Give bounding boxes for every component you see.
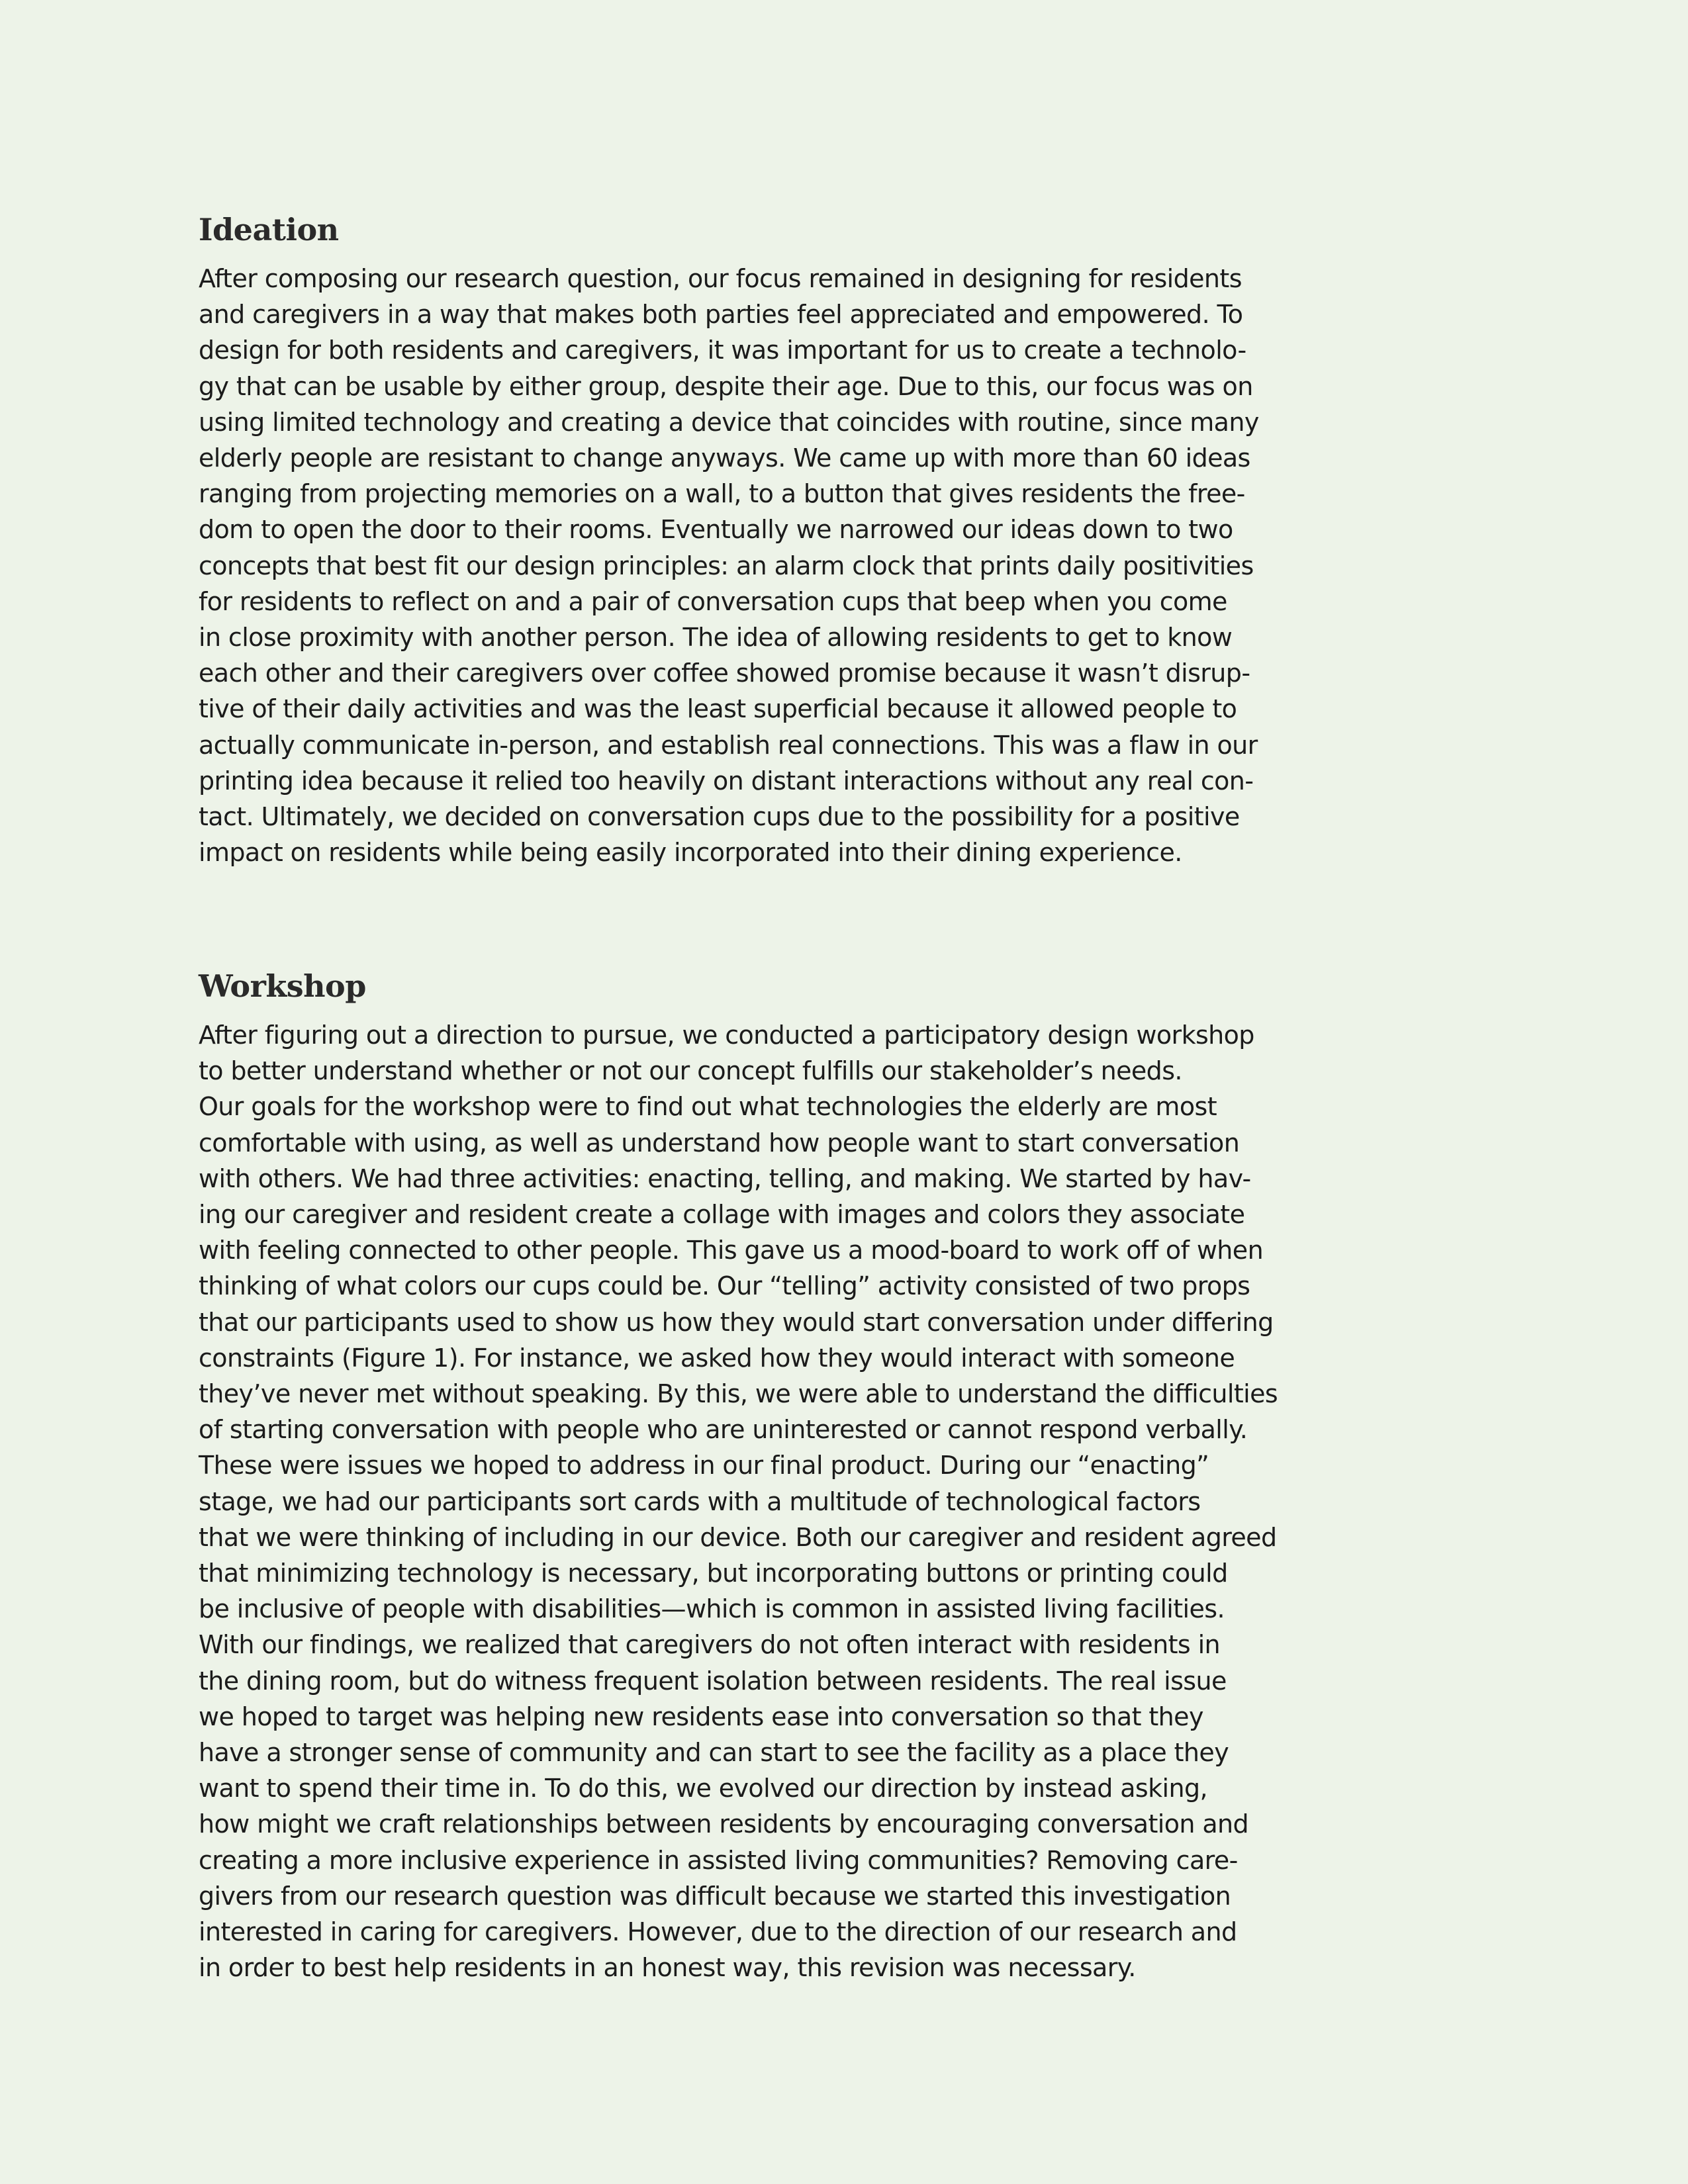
paragraph-line: Our goals for the workshop were to find out what technologies the elderly are most bbox=[199, 1092, 1217, 1122]
paragraph-line: of starting conversation with people who are uninterested or cannot respond verbally. bbox=[199, 1415, 1248, 1445]
ideation-paragraph bbox=[199, 261, 1259, 870]
ideation-section bbox=[199, 206, 1259, 870]
paragraph-line: With our findings, we realized that caregivers do not often interact with residents in bbox=[199, 1630, 1221, 1660]
paragraph-line: in order to best help residents in an honest way, this revision was necessary. bbox=[199, 1953, 1136, 1983]
paragraph-line: and caregivers in a way that makes both parties feel appreciated and empowered. To bbox=[199, 300, 1243, 330]
paragraph-line: tive of their daily activities and was the least superficial because it allowed people to bbox=[199, 694, 1237, 724]
workshop-paragraph bbox=[199, 1017, 1278, 1985]
paragraph-line: actually communicate in-person, and establish real connections. This was a flaw in our bbox=[199, 730, 1258, 760]
paragraph-line: comfortable with using, as well as understand how people want to start conversation bbox=[199, 1128, 1240, 1158]
paragraph-line: the dining room, but do witness frequent isolation between residents. The real issue bbox=[199, 1666, 1227, 1696]
paragraph-line: constraints (Figure 1). For instance, we asked how they would interact with someone bbox=[199, 1343, 1235, 1373]
paragraph-line: that our participants used to show us how they would start conversation under differing bbox=[199, 1307, 1274, 1337]
paragraph-line: with others. We had three activities: enacting, telling, and making. We started by hav- bbox=[199, 1163, 1251, 1193]
paragraph-line: tact. Ultimately, we decided on conversation cups due to the possibility for a positive bbox=[199, 802, 1240, 832]
paragraph-line: thinking of what colors our cups could be. Our “telling” activity consisted of two props bbox=[199, 1271, 1250, 1301]
paragraph-line: want to spend their time in. To do this, we evolved our direction by instead asking, bbox=[199, 1774, 1207, 1803]
paragraph-line: with feeling connected to other people. This gave us a mood-board to work off of when bbox=[199, 1236, 1264, 1265]
paragraph-line: printing idea because it relied too heavily on distant interactions without any real con- bbox=[199, 766, 1254, 796]
paragraph-line: how might we craft relationships between residents by encouraging conversation and bbox=[199, 1809, 1249, 1839]
paragraph-line: for residents to reflect on and a pair of conversation cups that beep when you come bbox=[199, 586, 1227, 616]
paragraph-line: we hoped to target was helping new residents ease into conversation so that they bbox=[199, 1702, 1203, 1731]
paragraph-line: dom to open the door to their rooms. Eventually we narrowed our ideas down to two bbox=[199, 515, 1233, 545]
paragraph-line: ranging from projecting memories on a wall, to a button that gives residents the free- bbox=[199, 479, 1245, 509]
paragraph-line: givers from our research question was difficult because we started this investigation bbox=[199, 1881, 1231, 1911]
paragraph-line: that we were thinking of including in our device. Both our caregiver and resident agreed bbox=[199, 1522, 1277, 1552]
ideation-heading: Ideation bbox=[199, 212, 339, 248]
workshop-heading: Workshop bbox=[199, 968, 366, 1004]
paragraph-line: elderly people are resistant to change anyways. We came up with more than 60 ideas bbox=[199, 443, 1250, 473]
paragraph-line: After figuring out a direction to pursue, we conducted a participatory design workshop bbox=[199, 1021, 1254, 1050]
paragraph-line: impact on residents while being easily incorporated into their dining experience. bbox=[199, 838, 1182, 868]
paragraph-line: ing our caregiver and resident create a collage with images and colors they associate bbox=[199, 1200, 1245, 1230]
paragraph-line: These were issues we hoped to address in our final product. During our “enacting” bbox=[199, 1451, 1209, 1480]
workshop-section bbox=[199, 963, 1278, 1985]
paragraph-line: design for both residents and caregivers, it was important for us to create a technolo- bbox=[199, 336, 1246, 365]
paragraph-line: each other and their caregivers over coffee showed promise because it wasn’t disrup- bbox=[199, 659, 1250, 688]
paragraph-line: they’ve never met without speaking. By this, we were able to understand the difficulties bbox=[199, 1379, 1278, 1409]
paragraph-line: creating a more inclusive experience in assisted living communities? Removing care- bbox=[199, 1845, 1238, 1875]
paragraph-line: concepts that best fit our design principles: an alarm clock that prints daily positivities bbox=[199, 551, 1254, 580]
paragraph-line: be inclusive of people with disabilities—which is common in assisted living facilities. bbox=[199, 1594, 1225, 1624]
paragraph-line: using limited technology and creating a device that coincides with routine, since many bbox=[199, 407, 1259, 437]
paragraph-line: to better understand whether or not our concept fulfills our stakeholder’s needs. bbox=[199, 1056, 1182, 1086]
paragraph-line: in close proximity with another person. The idea of allowing residents to get to know bbox=[199, 623, 1233, 653]
paragraph-line: have a stronger sense of community and can start to see the facility as a place they bbox=[199, 1738, 1229, 1768]
paragraph-line: gy that can be usable by either group, despite their age. Due to this, our focus was on bbox=[199, 371, 1253, 401]
paragraph-line: that minimizing technology is necessary, but incorporating buttons or printing could bbox=[199, 1559, 1228, 1588]
paragraph-line: interested in caring for caregivers. However, due to the direction of our research and bbox=[199, 1917, 1237, 1947]
paragraph-line: After composing our research question, our focus remained in designing for residents bbox=[199, 264, 1242, 293]
paragraph-line: stage, we had our participants sort cards with a multitude of technological factors bbox=[199, 1486, 1201, 1516]
